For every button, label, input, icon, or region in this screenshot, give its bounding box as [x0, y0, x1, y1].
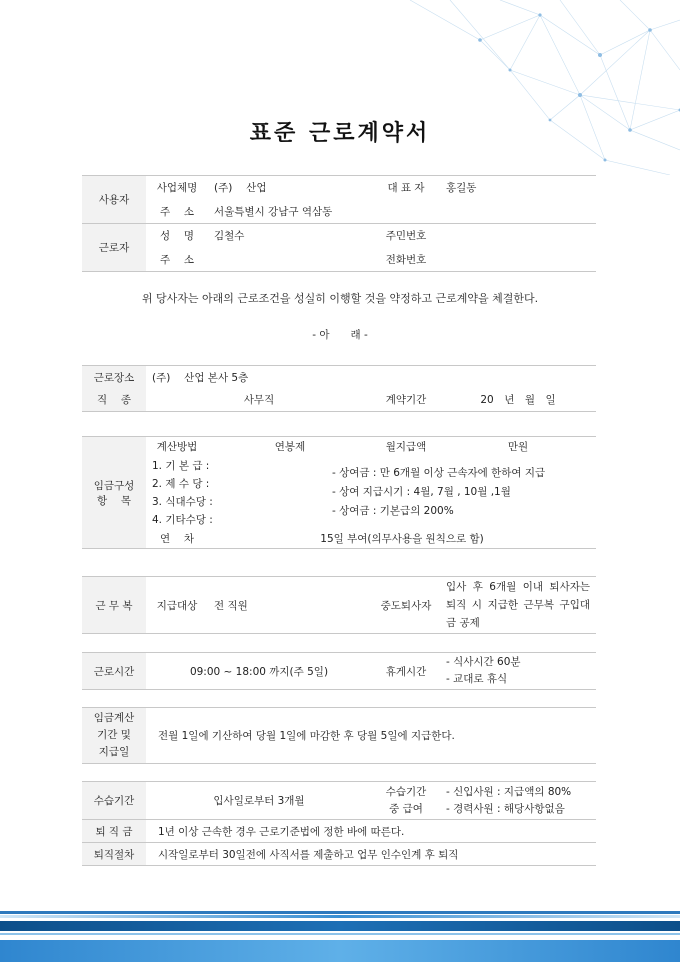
- monthly-pay-value: 만원: [507, 441, 529, 454]
- calc-method-label: 계산방법: [156, 441, 198, 454]
- contract-period-value: 20 년 월 일: [480, 394, 556, 407]
- wage-items-label: [82, 437, 146, 549]
- probation-pay-line-1: - 신입사원 : 지급액의 80%: [446, 785, 572, 798]
- job-value: 사무직: [243, 394, 275, 407]
- severance-value: 1년 이상 근속한 경우 근로기준법에 정한 바에 따른다.: [158, 825, 405, 838]
- pay-period-label-line-2: 기간 및: [97, 729, 131, 741]
- pay-period-table: [82, 707, 596, 764]
- resignation-value: 시작일로부터 30일전에 사직서를 제출하고 업무 인수인계 후 퇴직: [158, 848, 459, 861]
- wage-item: 4. 기타수당 :: [152, 514, 213, 526]
- bonus-line-1: - 상여금 : 만 6개월 이상 근속자에 한하여 지급: [332, 467, 546, 479]
- decorative-network-graphic: [390, 0, 680, 175]
- workplace-label: 근로장소: [82, 366, 146, 389]
- phone-label: 전화번호: [385, 253, 427, 266]
- wage-label-line-2: 항 목: [96, 494, 132, 507]
- monthly-pay-label: 월지급액: [385, 441, 427, 454]
- pay-period-label-line-3: 지급일: [98, 746, 130, 758]
- break-line-2: - 교대로 휴식: [446, 673, 508, 685]
- probation-label: 수습기간: [82, 782, 146, 820]
- bonus-line-2: - 상여 지급시기 : 4월, 7월 , 10월 ,1월: [332, 486, 511, 498]
- probation-pay-label-line-1: 수습기간: [385, 785, 427, 798]
- pay-period-value: 전월 1일에 기산하여 당월 1일에 마감한 후 당월 5일에 지급한다.: [158, 730, 455, 742]
- resignation-label: 퇴직절차: [82, 843, 146, 866]
- uniform-label: 근 무 복: [82, 577, 146, 634]
- id-number-value: [440, 224, 596, 248]
- early-quit-label: 중도퇴사자: [380, 599, 432, 612]
- probation-pay-value: [440, 782, 596, 820]
- break-line-1: - 식사시간 60분: [446, 656, 521, 668]
- worker-address-value: [208, 248, 372, 272]
- annual-leave-value: 15일 부여(의무사용을 원칙으로 함): [320, 532, 484, 545]
- severance-label: 퇴 직 금: [82, 820, 146, 843]
- worker-address-label: 주 소: [159, 253, 195, 266]
- bonus-notes: [328, 457, 596, 529]
- contract-period-label: 계약기간: [385, 394, 427, 407]
- pay-period-label: [82, 708, 146, 764]
- probation-pay-line-2: - 경력사원 : 해당사항없음: [446, 802, 565, 815]
- rep-value: 홍길동: [446, 182, 477, 195]
- name-label: 성 명: [159, 230, 195, 243]
- probation-value: 입사일로부터 3개월: [213, 795, 305, 807]
- early-quit-value: 입사 후 6개월 이내 퇴사자는 퇴직 시 지급한 근무복 구입대금 공제: [446, 581, 590, 629]
- probation-table: [82, 781, 596, 866]
- parties-table: [82, 175, 596, 272]
- working-hours-value: 09:00 ~ 18:00 까지(주 5일): [189, 665, 329, 678]
- company-value: (주) 산업: [214, 182, 267, 195]
- annual-leave-label: 연 차: [159, 532, 195, 545]
- employer-address-value: 서울특별시 강남구 역삼동: [214, 205, 333, 218]
- rep-label: 대 표 자: [387, 182, 425, 195]
- wage-item: 1. 기 본 급 :: [152, 460, 210, 472]
- calc-method-value: 연봉제: [274, 441, 306, 454]
- uniform-table: [82, 576, 596, 634]
- agreement-sentence: 위 당사자는 아래의 근로조건을 성실히 이행할 것을 약정하고 근로계약을 체결한다.: [141, 292, 539, 305]
- pay-period-label-line-1: 임금계산: [93, 712, 135, 724]
- wage-item: 3. 식대수당 :: [152, 496, 213, 508]
- workplace-value: (주) 산업 본사 5층: [152, 371, 249, 384]
- uniform-target-label: 지급대상: [156, 599, 198, 612]
- break-time-value: [440, 653, 596, 690]
- name-value: 김철수: [214, 230, 245, 243]
- wage-label-line-1: 임금구성: [93, 479, 135, 492]
- employer-label: 사용자: [82, 176, 146, 224]
- worker-label: 근로자: [82, 224, 146, 272]
- id-number-label: 주민번호: [385, 230, 427, 243]
- break-time-label: 휴게시간: [385, 665, 427, 678]
- below-heading: - 아 래 -: [312, 329, 368, 341]
- bonus-line-3: - 상여금 : 기본급의 200%: [332, 505, 454, 517]
- document-title: 표준 근로계약서: [249, 121, 431, 146]
- company-label: 사업체명: [156, 182, 198, 195]
- phone-value: [440, 248, 596, 272]
- workplace-table: [82, 365, 596, 412]
- wage-table: [82, 436, 596, 549]
- probation-pay-label-line-2: 중 급여: [389, 802, 423, 815]
- wage-item: 2. 제 수 당 :: [152, 478, 210, 490]
- job-label: 직 종: [82, 389, 146, 412]
- hours-table: [82, 652, 596, 690]
- uniform-target-value: 전 직원: [214, 599, 248, 612]
- probation-pay-label: [372, 782, 440, 820]
- employer-address-label: 주 소: [159, 205, 195, 218]
- working-hours-label: 근로시간: [82, 653, 146, 690]
